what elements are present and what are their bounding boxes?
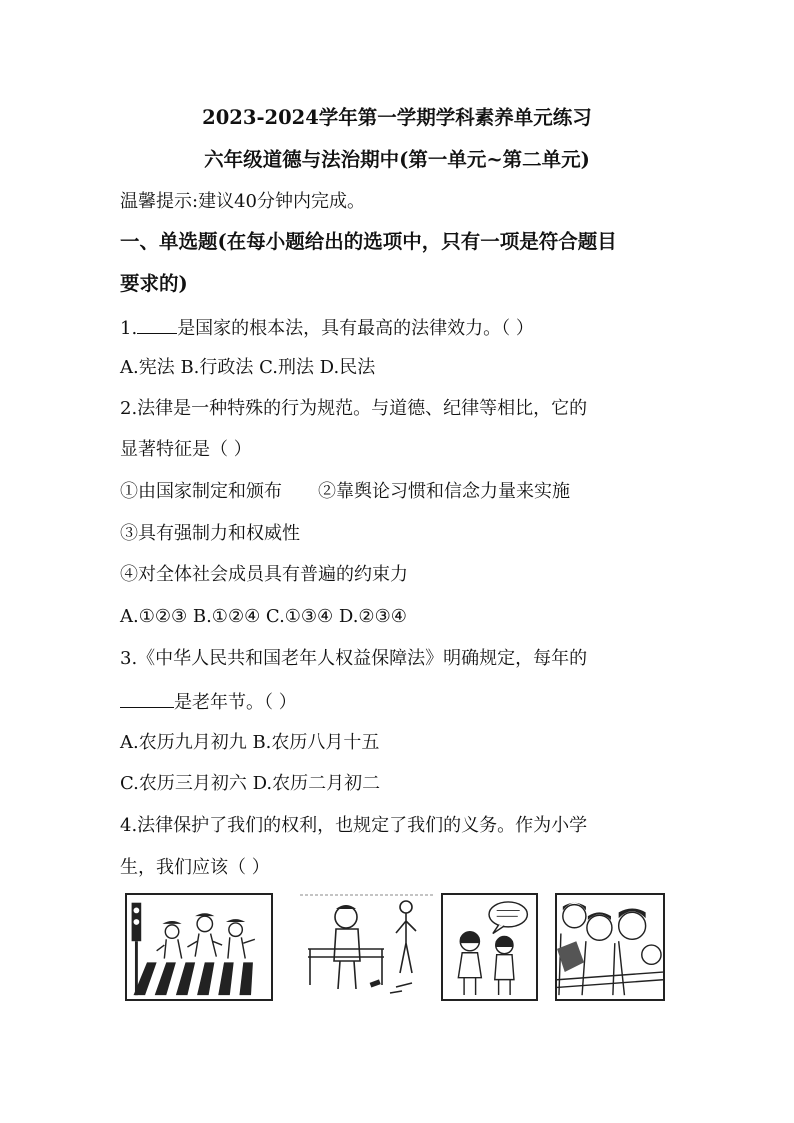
question-3-text: 是老年节。（ ） — [174, 692, 297, 713]
question-2-item-2: ②靠舆论习惯和信念力量来实施 — [318, 481, 570, 502]
bench-drawing — [300, 893, 433, 1001]
question-1-blank — [137, 315, 177, 334]
question-3-options-line-1: A.农历九月初九 B.农历八月十五 — [120, 732, 380, 753]
question-2-options: A.①②③ B.①②④ C.①③④ D.②③④ — [120, 606, 407, 627]
question-1-options: A.宪法 B.行政法 C.刑法 D.民法 — [120, 357, 376, 378]
section-heading-line-2: 要求的) — [120, 272, 188, 295]
illustration-crosswalk — [125, 893, 273, 1001]
group-drawing — [557, 895, 663, 999]
illustration-bench — [300, 893, 433, 1001]
question-3-blank — [120, 689, 174, 708]
tip-text: 温馨提示:建议40分钟内完成。 — [120, 191, 365, 212]
question-3-options-line-2: C.农历三月初六 D.农历二月初二 — [120, 773, 381, 794]
question-2-item-1: ①由国家制定和颁布 — [120, 481, 282, 502]
speech-drawing — [443, 895, 536, 999]
section-heading-line-1: 一、单选题(在每小题给出的选项中，只有一项是符合题目 — [120, 230, 617, 253]
question-3-stem-line-2 — [120, 689, 297, 715]
question-2-items-row — [120, 480, 570, 504]
title-line-2: 六年级道德与法治期中(第一单元~第二单元) — [204, 148, 590, 171]
question-3-stem-line-1: 3.《中华人民共和国老年人权益保障法》明确规定，每年的 — [120, 648, 588, 669]
illustration-speech — [441, 893, 538, 1001]
question-2-stem-line-2: 显著特征是（ ） — [120, 439, 252, 460]
question-1-text: 是国家的根本法，具有最高的法律效力。（ ） — [177, 318, 534, 339]
title-line-1: 2023-2024学年第一学期学科素养单元练习 — [202, 106, 592, 129]
question-2-item-3: ③具有强制力和权威性 — [120, 523, 300, 544]
question-2-item-4: ④对全体社会成员具有普遍的约束力 — [120, 564, 408, 585]
question-2-stem-line-1: 2.法律是一种特殊的行为规范。与道德、纪律等相比，它的 — [120, 398, 588, 419]
question-1-number: 1. — [120, 318, 138, 339]
question-1-stem — [120, 315, 534, 341]
question-4-stem-line-1: 4.法律保护了我们的权利，也规定了我们的义务。作为小学 — [120, 815, 588, 836]
illustration-group — [555, 893, 665, 1001]
question-4-stem-line-2: 生，我们应该（ ） — [120, 857, 270, 878]
crosswalk-drawing — [127, 895, 271, 999]
